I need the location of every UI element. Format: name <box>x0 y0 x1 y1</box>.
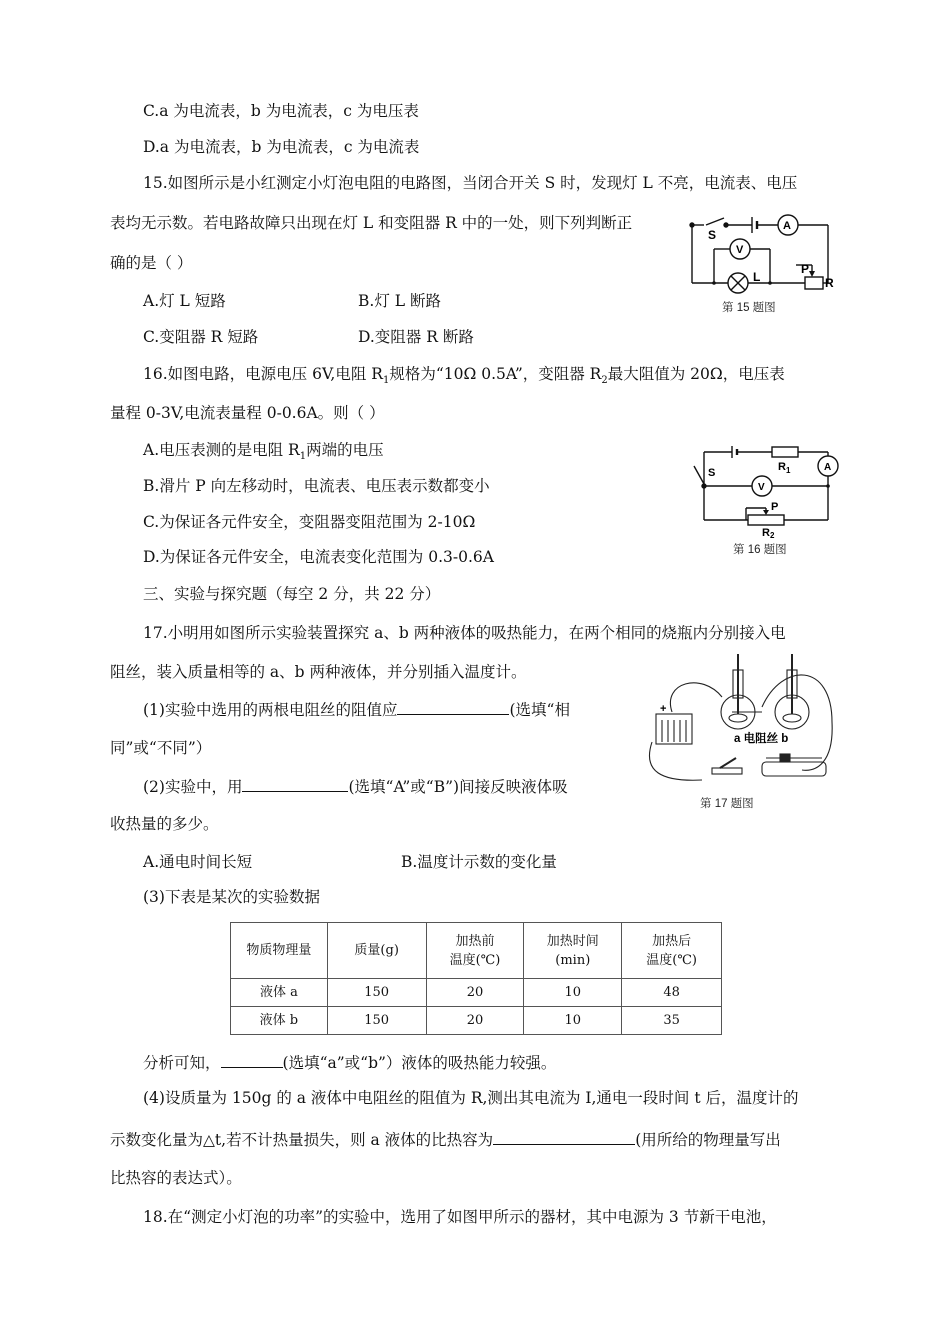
table-row <box>231 1007 722 1035</box>
q15-stem-line3: 确的是（ ） <box>110 254 193 272</box>
q17-part2-blank[interactable] <box>242 775 348 792</box>
q16-option-a <box>143 440 384 467</box>
header-line: 加热后 <box>652 933 692 949</box>
table-cell: 10 <box>524 979 622 1007</box>
q17-option-a: A.通电时间长短 <box>143 853 253 871</box>
q14-option-d: D.a 为电流表，b 为电流表，c 为电流表 <box>143 138 420 156</box>
q17-part4-blank[interactable] <box>493 1128 635 1145</box>
table-cell: 48 <box>622 979 722 1007</box>
q16-label-v: V <box>758 482 765 493</box>
q17-part1-blank[interactable] <box>397 698 509 715</box>
q16-label-r2-sub: 2 <box>770 531 775 538</box>
table-row <box>231 979 722 1007</box>
q15-label-p: P <box>801 262 810 276</box>
q17-part4-line2 <box>110 1128 781 1150</box>
q17-part1 <box>143 698 570 720</box>
q16-option-b: B.滑片 P 向左移动时，电流表、电压表示数都变小 <box>143 477 490 495</box>
q16-stem-part1: 16.如图电路，电源电压 6V,电阻 R <box>143 365 383 383</box>
table-cell: 150 <box>327 1007 426 1035</box>
q15-label-s: S <box>708 228 717 242</box>
q15-caption: 第 15 题图 <box>722 302 776 314</box>
q15-label-l: L <box>753 270 761 284</box>
q15-label-r: R <box>825 276 834 290</box>
q17-analysis-hint: (选填“a”或“b”）液体的吸热能力较强。 <box>282 1054 557 1072</box>
q17-part1-hint: (选填“相 <box>509 701 570 719</box>
q16-option-a-part1: A.电压表测的是电阻 R <box>143 441 300 459</box>
q15-option-a: A.灯 L 短路 <box>143 292 226 310</box>
q17-part1-cont: 同”或“不同”） <box>110 739 212 757</box>
q17-part4-line1: (4)设质量为 150g 的 a 液体中电阻丝的阻值为 R,测出其电流为 I,通电一段时间 t 后，温度计的 <box>143 1089 799 1107</box>
section-3-heading: 三、实验与探究题（每空 2 分，共 22 分） <box>143 585 441 603</box>
q16-label-r2: R <box>762 527 770 538</box>
table-cell: 液体 b <box>231 1007 328 1035</box>
q17-part2-cont: 收热量的多少。 <box>110 815 219 833</box>
q17-part1-text: (1)实验中选用的两根电阻丝的阻值应 <box>143 701 398 719</box>
q17-data-table <box>230 922 722 1035</box>
q16-label-a: A <box>824 462 832 473</box>
q16-option-a-part2: 两端的电压 <box>306 441 384 459</box>
q16-stem-part3: 最大阻值为 20Ω，电压表 <box>607 365 785 383</box>
table-cell: 20 <box>426 979 524 1007</box>
q14-option-c: C.a 为电流表，b 为电流表，c 为电压表 <box>143 102 419 120</box>
q15-stem-line1: 15.如图所示是小红测定小灯泡电阻的电路图，当闭合开关 S 时，发现灯 L 不亮，电流表、电压 <box>143 174 798 192</box>
table-cell: 150 <box>327 979 426 1007</box>
q17-part4-hint: (用所给的物理量写出 <box>635 1131 781 1149</box>
header-line: 温度(℃) <box>449 952 501 968</box>
q15-circuit-diagram <box>680 205 840 297</box>
q16-sub2: 2 <box>601 375 608 387</box>
q16-label-r1-sub: 1 <box>786 466 791 475</box>
table-header-cell <box>524 923 622 979</box>
q17-apparatus-figure <box>642 652 842 790</box>
table-header-cell <box>426 923 524 979</box>
q17-figure-label: a 电阻丝 b <box>734 733 789 745</box>
q16-option-a-sub: 1 <box>299 451 307 463</box>
q16-option-d: D.为保证各元件安全，电流表变化范围为 0.3-0.6A <box>143 548 494 566</box>
q15-option-b: B.灯 L 断路 <box>358 292 441 310</box>
q17-part2-text: (2)实验中，用 <box>143 778 243 796</box>
q15-option-d: D.变阻器 R 断路 <box>358 328 474 346</box>
q17-stem-line2: 阻丝，装入质量相等的 a、b 两种液体，并分别插入温度计。 <box>110 663 527 681</box>
q15-label-v: V <box>736 244 744 256</box>
table-cell: 液体 a <box>231 979 328 1007</box>
q17-analysis <box>143 1051 556 1073</box>
q17-part2-hint: (选填“A”或“B”)间接反映液体吸 <box>348 778 568 796</box>
q17-part3: (3)下表是某次的实验数据 <box>143 888 320 906</box>
q16-stem-line1 <box>143 364 785 391</box>
q17-caption: 第 17 题图 <box>700 798 754 810</box>
svg-text:+: + <box>660 703 667 715</box>
q16-sub1: 1 <box>382 375 390 387</box>
q17-part4-text: 示数变化量为△t,若不计热量损失，则 a 液体的比热容为 <box>110 1131 494 1149</box>
q16-stem-line2: 量程 0-3V,电流表量程 0-0.6A。则（ ） <box>110 404 385 422</box>
table-cell: 10 <box>524 1007 622 1035</box>
q16-caption: 第 16 题图 <box>733 544 787 556</box>
header-line: 加热时间 <box>546 933 599 949</box>
table-header-cell: 质量(g) <box>327 923 426 979</box>
q16-circuit-diagram <box>690 442 840 538</box>
q17-part2 <box>143 775 568 797</box>
q15-option-c: C.变阻器 R 短路 <box>143 328 259 346</box>
q15-label-a: A <box>783 220 791 232</box>
header-line: 温度(℃) <box>646 952 697 968</box>
q17-stem-line1: 17.小明用如图所示实验装置探究 a、b 两种液体的吸热能力，在两个相同的烧瓶内分别接入电 <box>143 624 786 642</box>
header-line: 加热前 <box>455 933 495 949</box>
q17-analysis-text: 分析可知， <box>143 1054 221 1072</box>
q15-stem-line2: 表均无示数。若电路故障只出现在灯 L 和变阻器 R 中的一处，则下列判断正 <box>110 214 633 232</box>
q16-label-r1: R <box>778 461 786 473</box>
header-line: (min) <box>555 952 591 968</box>
q17-analysis-blank[interactable] <box>221 1051 283 1068</box>
q16-stem-part2: 规格为“10Ω 0.5A”，变阻器 R <box>389 365 602 383</box>
q16-option-c: C.为保证各元件安全，变阻器变阻范围为 2-10Ω <box>143 513 476 531</box>
q17-option-b: B.温度计示数的变化量 <box>401 853 557 871</box>
table-header-cell: 物质物理量 <box>231 923 328 979</box>
q16-label-p: P <box>771 501 779 513</box>
q18-stem-line1: 18.在“测定小灯泡的功率”的实验中，选用了如图甲所示的器材，其中电源为 3 节新干电池， <box>143 1208 777 1226</box>
q17-part4-line3: 比热容的表达式）。 <box>110 1169 242 1187</box>
q16-label-s: S <box>708 467 716 479</box>
table-cell: 20 <box>426 1007 524 1035</box>
table-header-cell <box>622 923 722 979</box>
table-cell: 35 <box>622 1007 722 1035</box>
